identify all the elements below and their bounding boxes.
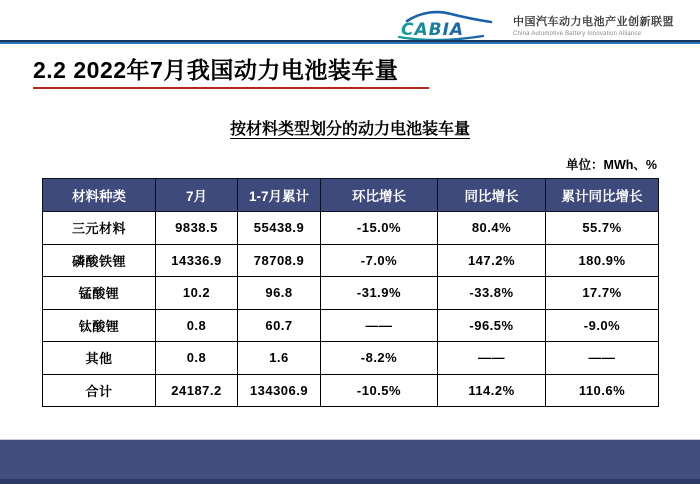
table-header-cell: 材料种类 — [43, 179, 156, 212]
org-names — [513, 13, 674, 37]
table-cell: 147.2% — [438, 244, 546, 277]
org-name-cn: 中国汽车动力电池产业创新联盟 — [513, 16, 674, 28]
table-cell: 60.7 — [238, 309, 321, 342]
table-cell: -96.5% — [438, 309, 546, 342]
table-cell: 114.2% — [438, 374, 546, 407]
table-row — [43, 309, 659, 342]
title-underline — [33, 87, 429, 89]
row-label-cell: 钛酸锂 — [43, 309, 156, 342]
table-cell: -15.0% — [321, 212, 438, 245]
row-label-cell: 磷酸铁锂 — [43, 244, 156, 277]
table-cell: 17.7% — [546, 277, 659, 310]
row-label-cell: 其他 — [43, 342, 156, 375]
table-cell: —— — [321, 309, 438, 342]
table-cell: 55.7% — [546, 212, 659, 245]
table-cell: 14336.9 — [156, 244, 238, 277]
table-row — [43, 277, 659, 310]
table-cell: —— — [546, 342, 659, 375]
table-cell: 96.8 — [238, 277, 321, 310]
table-cell: 78708.9 — [238, 244, 321, 277]
table-cell: 10.2 — [156, 277, 238, 310]
table-row — [43, 374, 659, 407]
table-cell: -31.9% — [321, 277, 438, 310]
table-header-cell: 环比增长 — [321, 179, 438, 212]
unit-label: 单位：MWh、% — [566, 158, 657, 172]
table-cell: 134306.9 — [238, 374, 321, 407]
table-cell: -9.0% — [546, 309, 659, 342]
row-label-cell: 锰酸锂 — [43, 277, 156, 310]
table-cell: 0.8 — [156, 309, 238, 342]
logo-block — [391, 9, 674, 41]
table-cell: 9838.5 — [156, 212, 238, 245]
slide-title: 2.2 2022年7月我国动力电池装车量 — [33, 57, 399, 83]
table-cell: —— — [438, 342, 546, 375]
table-header-cell: 同比增长 — [438, 179, 546, 212]
table-cell: -7.0% — [321, 244, 438, 277]
footer-bar — [0, 439, 700, 484]
table-cell: 0.8 — [156, 342, 238, 375]
cabia-logo-icon — [391, 9, 505, 41]
table-row — [43, 244, 659, 277]
table-cell: 180.9% — [546, 244, 659, 277]
table-cell: 1.6 — [238, 342, 321, 375]
table-cell: -10.5% — [321, 374, 438, 407]
table-row — [43, 342, 659, 375]
table-row — [43, 212, 659, 245]
table-cell: 110.6% — [546, 374, 659, 407]
table-title: 按材料类型划分的动力电池装车量 — [229, 121, 470, 138]
table-header-cell: 累计同比增长 — [546, 179, 659, 212]
table-cell: 55438.9 — [238, 212, 321, 245]
row-label-cell: 三元材料 — [43, 212, 156, 245]
battery-table — [42, 178, 659, 407]
org-name-en: China Automotive Battery Innovation Alliance — [513, 31, 642, 37]
table-header-row — [43, 179, 659, 212]
row-label-cell: 合计 — [43, 374, 156, 407]
table-cell: 80.4% — [438, 212, 546, 245]
footer-bottom-edge — [0, 479, 700, 484]
table-header-cell: 7月 — [156, 179, 238, 212]
table-cell: -33.8% — [438, 277, 546, 310]
table-cell: 24187.2 — [156, 374, 238, 407]
header-divider — [0, 40, 700, 44]
table-header-cell: 1-7月累计 — [238, 179, 321, 212]
logo-brand-text: CABIA — [401, 20, 465, 40]
table-cell: -8.2% — [321, 342, 438, 375]
